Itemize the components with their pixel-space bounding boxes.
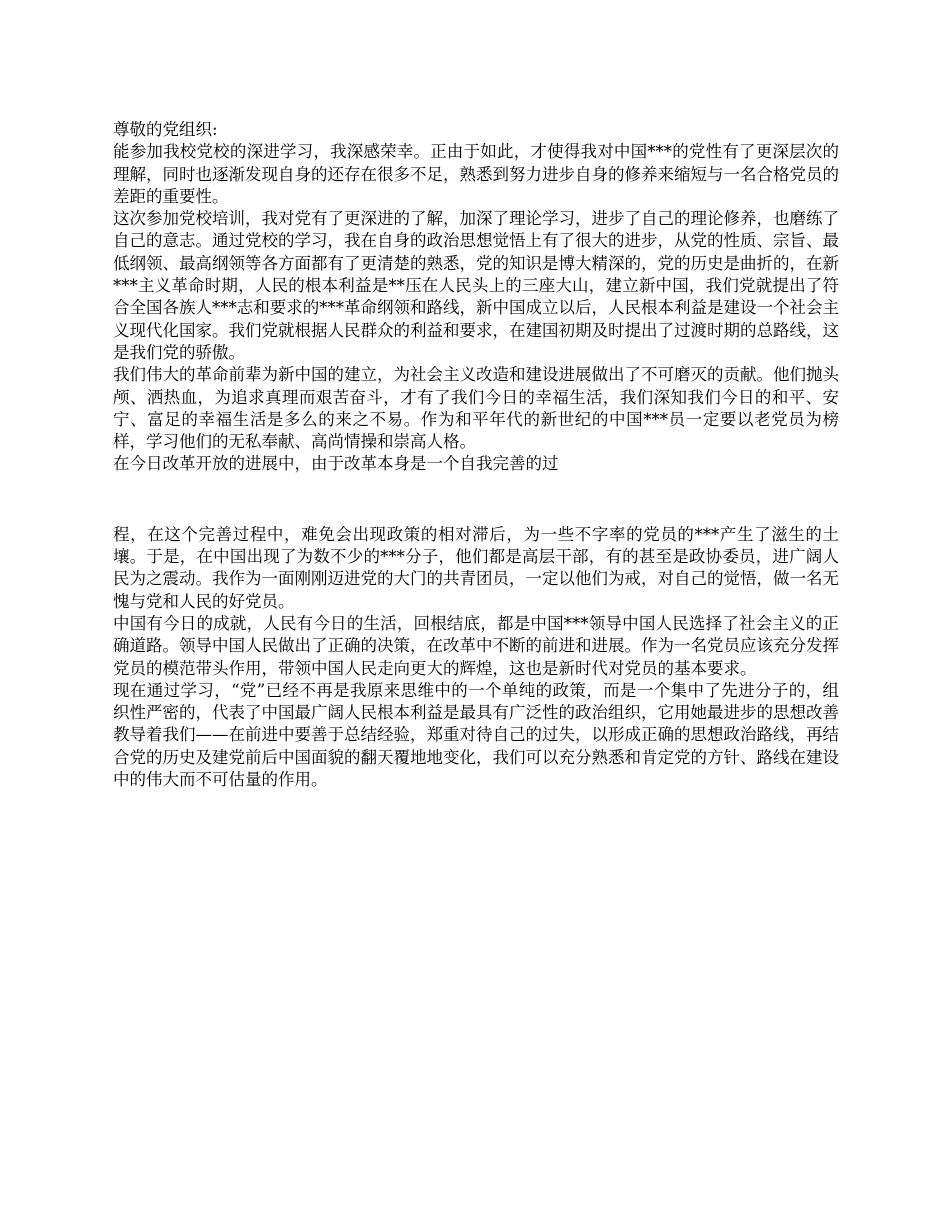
paragraph-7: 现在通过学习，“党”已经不再是我原来思维中的一个单纯的政策，而是一个集中了先进分子的，组织性严密的，代表了中国最广阔人民根本利益是最具有广泛性的政治组织，它用她最进步的思想改善教导着我们——在前进中要善于总结经验，郑重对待自己的过失，以形成正确的思想政治路线，再结合党的历史及建党前后中国面貌的翻天覆地地变化，我们可以充分熟悉和肯定党的方针、路线在建设中的伟大而不可估量的作用。: [113, 680, 839, 790]
paragraph-4: 在今日改革开放的进展中，由于改革本身是一个自我完善的过: [113, 454, 559, 474]
paragraph-6: 中国有今日的成就，人民有今日的生活，回根结底，都是中国***领导中国人民选择了社会主义的正确道路。领导中国人民做出了正确的决策，在改革中不断的前进和进展。作为一名党员应该充分发挥党员的模范带头作用，带领中国人民走向更大的辉煌，这也是新时代对党员的基本要求。: [113, 613, 839, 678]
greeting-line: 尊敬的党组织:: [113, 120, 218, 139]
paragraph-5: 程，在这个完善过程中，难免会出现政策的相对滞后，为一些不字率的党员的***产生了滋生的土壤。于是，在中国出现了为数不少的***分子，他们都是高层干部，有的甚至是政协委员，进广阔人民为之震动。我作为一面刚刚迈进党的大门的共青团员，一定以他们为戒，对自己的觉悟，做一名无愧与党和人民的好党员。: [113, 524, 839, 611]
paragraph-2: 这次参加党校培训，我对党有了更深进的了解，加深了理论学习，进步了自己的理论修养，也磨练了自己的意志。通过党校的学习，我在自身的政治思想觉悟上有了很大的进步，从党的性质、宗旨、最低纲领、最高纲领等各方面都有了更清楚的熟悉，党的知识是博大精深的，党的历史是曲折的，在新***主义革命时期，人民的根本利益是**压在人民头上的三座大山，建立新中国，我们党就提出了符合全国各族人***志和要求的***革命纲领和路线，新中国成立以后，人民根本利益是建设一个社会主义现代化国家。我们党就根据人民群众的利益和要求，在建国初期及时提出了过渡时期的总路线，这是我们党的骄傲。: [113, 209, 839, 362]
page-break-gap: [113, 476, 839, 524]
paragraph-1: 能参加我校党校的深进学习，我深感荣幸。正由于如此，才使得我对中国***的党性有了更深层次的理解，同时也逐渐发现自身的还存在很多不足，熟悉到努力进步自身的修养来缩短与一名合格党员的差距的重要性。: [113, 142, 839, 206]
paragraph-3: 我们伟大的革命前辈为新中国的建立，为社会主义改造和建设进展做出了不可磨灭的贡献。他们抛头颅、洒热血，为追求真理而艰苦奋斗，才有了我们今日的幸福生活，我们深知我们今日的和平、安宁、富足的幸福生活是多么的来之不易。作为和平年代的新世纪的中国***员一定要以老党员为榜样，学习他们的无私奉献、高尚情操和崇高人格。: [113, 365, 839, 452]
document-body: [113, 119, 839, 791]
